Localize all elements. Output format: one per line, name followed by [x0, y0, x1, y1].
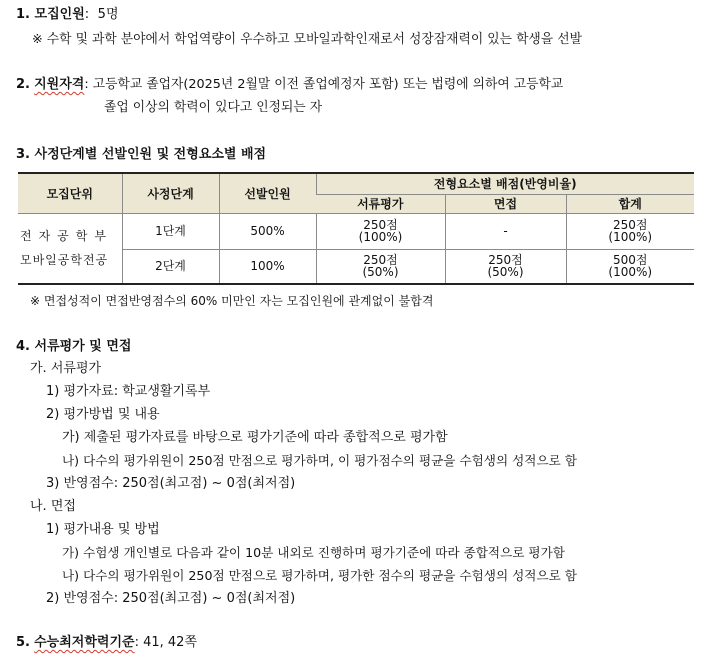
- subsection-docs: 가. 서류평가: [30, 361, 102, 376]
- header-interview: 면접: [445, 194, 566, 213]
- docs-ratio: (50%): [362, 265, 399, 280]
- header-total: 합계: [566, 194, 694, 213]
- docs-item-2a: 가) 제출된 평가자료를 바탕으로 평가기준에 따라 종합적으로 평가함: [62, 430, 448, 445]
- total-cell: [566, 249, 694, 284]
- docs-item-1: 1) 평가자료: 학교생활기록부: [46, 384, 211, 399]
- section-label: 지원자격: [34, 77, 85, 92]
- section-value: : 41, 42쪽: [134, 635, 198, 650]
- header-unit: 모집단위: [18, 173, 122, 213]
- count-cell: 500%: [219, 213, 316, 249]
- count-cell: 100%: [219, 249, 316, 284]
- section-1-heading: [16, 6, 119, 24]
- subsection-interview: 나. 면접: [30, 499, 76, 514]
- interview-item-1: 1) 평가내용 및 방법: [46, 522, 160, 537]
- interview-item-2: 2) 반영점수: 250점(최고점) ~ 0점(최저점): [46, 591, 296, 606]
- interview-cell: [445, 249, 566, 284]
- section-value: 5명: [97, 7, 119, 22]
- docs-ratio: (100%): [358, 230, 403, 244]
- docs-item-3: 3) 반영점수: 250점(최고점) ~ 0점(최저점): [46, 476, 296, 491]
- unit-line-1: 전자공학부: [20, 229, 113, 244]
- stage-cell: 2단계: [122, 249, 219, 284]
- unit-cell: [18, 213, 122, 284]
- docs-score: 250점: [363, 253, 398, 268]
- stage-cell: 1단계: [122, 213, 219, 249]
- header-score-group: 전형요소별 배점(반영비율): [316, 173, 694, 194]
- interview-ratio: (50%): [487, 265, 524, 280]
- docs-score: 250점: [363, 218, 398, 232]
- section-number: 1.: [16, 7, 30, 22]
- section-colon: :: [84, 7, 90, 22]
- section-number: 2.: [16, 77, 30, 92]
- docs-cell: [316, 213, 445, 249]
- eligibility-line-1: : 고등학교 졸업자(2025년 2월말 이전 졸업예정자 포함) 또는 법령에 의하여 고등학교: [84, 77, 564, 92]
- total-score: 250점: [613, 218, 648, 232]
- interview-item-1a: 가) 수험생 개인별로 다음과 같이 10분 내외로 진행하며 평가기준에 따라 종합적으로 평가함: [62, 545, 565, 560]
- interview-item-1b: 나) 다수의 평가위원이 250점 만점으로 평가하며, 평가한 점수의 평균을 수험생의 성적으로 함: [62, 568, 577, 583]
- eligibility-line-2: 졸업 이상의 학력이 있다고 인정되는 자: [104, 100, 323, 115]
- total-cell: [566, 213, 694, 249]
- recruit-note: ※ 수학 및 과학 분야에서 학업역량이 우수하고 모바일과학인재로서 성장잠재력이 있는 학생을 선발: [32, 32, 582, 47]
- header-docs: 서류평가: [316, 194, 445, 213]
- section-label: 수능최저학력기준: [34, 635, 135, 650]
- header-count: 선발인원: [219, 173, 316, 213]
- section-5-heading: [16, 634, 197, 652]
- interview-score: -: [503, 224, 508, 238]
- interview-cell: [445, 213, 566, 249]
- table-row: [18, 213, 694, 249]
- interview-fail-note: ※ 면접성적이 면접반영점수의 60% 미만인 자는 모집인원에 관계없이 불합격: [30, 294, 434, 308]
- section-2-heading: [16, 76, 563, 94]
- docs-item-2b: 나) 다수의 평가위원이 250점 만점으로 평가하며, 이 평가점수의 평균을 수험생의 성적으로 함: [62, 453, 577, 468]
- section-3-heading: 3. 사정단계별 선발인원 및 전형요소별 배점: [16, 147, 267, 162]
- interview-score: 250점: [488, 253, 523, 268]
- docs-item-2: 2) 평가방법 및 내용: [46, 407, 160, 422]
- selection-table: [18, 172, 694, 285]
- total-ratio: (100%): [608, 230, 653, 244]
- unit-line-2: 모바일공학전공: [20, 253, 109, 268]
- total-score: 500점: [613, 253, 648, 268]
- docs-cell: [316, 249, 445, 284]
- section-number: 5.: [16, 635, 30, 650]
- section-4-heading: 4. 서류평가 및 면접: [16, 339, 132, 354]
- total-ratio: (100%): [608, 265, 653, 280]
- header-stage: 사정단계: [122, 173, 219, 213]
- section-label: 모집인원: [34, 7, 85, 22]
